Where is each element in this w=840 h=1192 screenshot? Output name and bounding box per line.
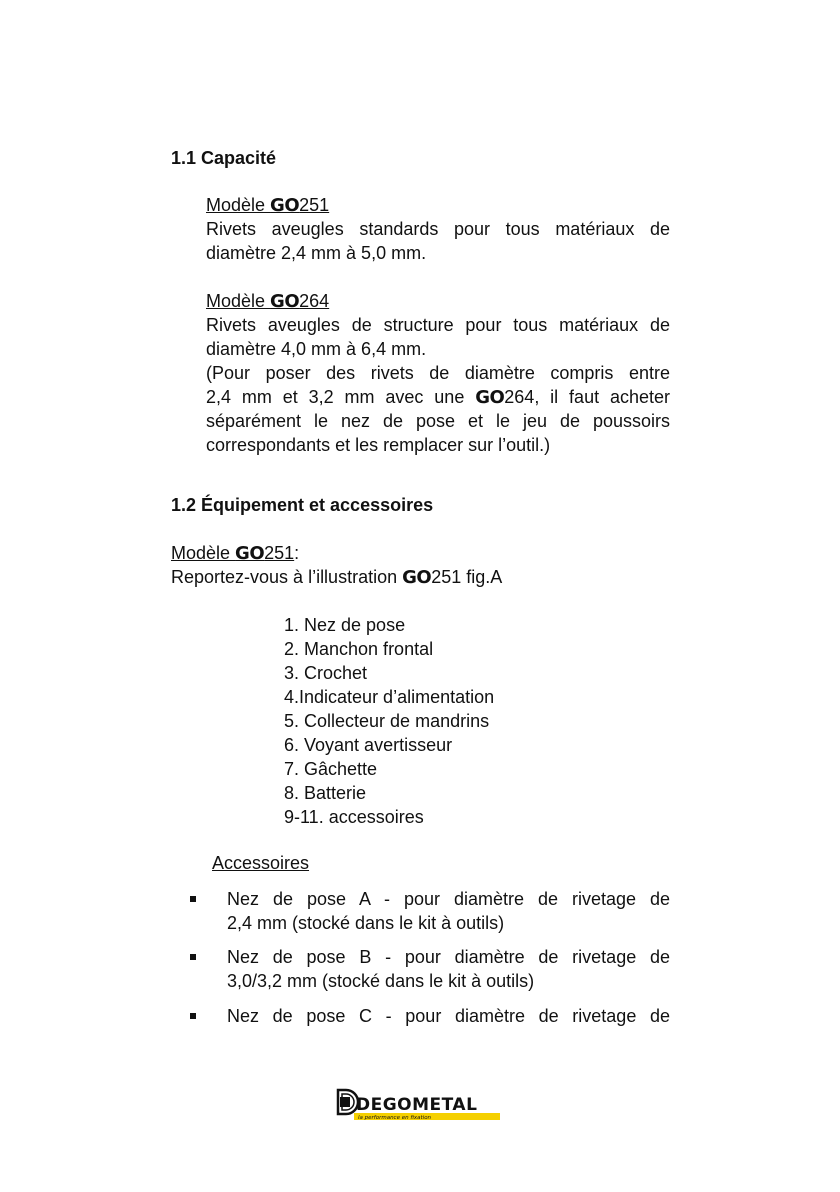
list-item: 3. Crochet xyxy=(284,663,368,683)
go251-desc-line1: Rivets aveugles standards pour tous matériaux de xyxy=(206,219,670,239)
model-number: 264 xyxy=(299,291,330,311)
model-label: Modèle xyxy=(171,543,236,563)
model-go251-ref-title xyxy=(171,541,299,566)
go264-line4-part-a: 2,4 mm et 3,2 mm avec une xyxy=(206,387,476,407)
degometal-logo xyxy=(336,1088,506,1122)
model-label: Modèle xyxy=(206,195,271,215)
model-label: Modèle xyxy=(206,291,271,311)
go264-desc-line1: Rivets aveugles de structure pour tous matériaux de xyxy=(206,315,670,335)
list-item: 1. Nez de pose xyxy=(284,615,406,635)
model-number: 251 xyxy=(299,195,330,215)
list-item: 9-11. accessoires xyxy=(284,807,424,827)
bullet-icon xyxy=(190,896,196,902)
list-item: 8. Batterie xyxy=(284,783,367,803)
ref-part-a: Reportez-vous à l’illustration xyxy=(171,567,403,587)
list-item: 2. Manchon frontal xyxy=(284,639,434,659)
go264-desc-line4 xyxy=(206,385,670,410)
bullet-icon xyxy=(190,1013,196,1019)
list-item: 4.Indicateur d’alimentation xyxy=(284,687,495,707)
go264-desc-line3: (Pour poser des rivets de diamètre compris entre xyxy=(206,363,670,383)
degometal-logo-mark xyxy=(336,1088,506,1122)
list-item: 7. Gâchette xyxy=(284,759,378,779)
model-go264-title xyxy=(206,289,329,314)
go-brand: GO xyxy=(270,195,300,216)
svg-text:DEGOMETAL: DEGOMETAL xyxy=(356,1095,478,1115)
go-brand: GO xyxy=(475,387,505,408)
go-brand: GO xyxy=(235,543,265,564)
ref-part-b: 251 fig.A xyxy=(431,567,503,587)
go251-desc-line2: diamètre 2,4 mm à 5,0 mm. xyxy=(206,243,427,263)
go264-line4-part-b: 264, il faut acheter xyxy=(504,387,670,407)
go264-desc-line5: séparément le nez de pose et le jeu de poussoirs xyxy=(206,411,670,431)
go264-desc-line2: diamètre 4,0 mm à 6,4 mm. xyxy=(206,339,427,359)
bullet-icon xyxy=(190,954,196,960)
illustration-reference xyxy=(171,565,502,590)
model-colon: : xyxy=(294,543,300,563)
svg-text:la performance en fixation: la performance en fixation xyxy=(358,1115,432,1121)
accessory-b-line2: 3,0/3,2 mm (stocké dans le kit à outils) xyxy=(227,971,535,991)
go-brand: GO xyxy=(402,567,432,588)
go-brand: GO xyxy=(270,291,300,312)
model-go251-title xyxy=(206,193,329,218)
list-item: 5. Collecteur de mandrins xyxy=(284,711,490,731)
accessory-a-line2: 2,4 mm (stocké dans le kit à outils) xyxy=(227,913,505,933)
go264-desc-line6: correspondants et les remplacer sur l’outil.) xyxy=(206,435,551,455)
section-heading-equipement: 1.2 Équipement et accessoires xyxy=(171,495,434,515)
accessory-a-line1: Nez de pose A - pour diamètre de rivetage de xyxy=(227,889,670,909)
parts-list xyxy=(284,613,494,829)
accessory-c-line1: Nez de pose C - pour diamètre de rivetage de xyxy=(227,1006,670,1026)
accessories-title: Accessoires xyxy=(212,853,310,873)
accessory-b-line1: Nez de pose B - pour diamètre de rivetage de xyxy=(227,947,670,967)
section-heading-capacite: 1.1 Capacité xyxy=(171,148,277,168)
model-number: 251 xyxy=(264,543,295,563)
list-item: 6. Voyant avertisseur xyxy=(284,735,453,755)
